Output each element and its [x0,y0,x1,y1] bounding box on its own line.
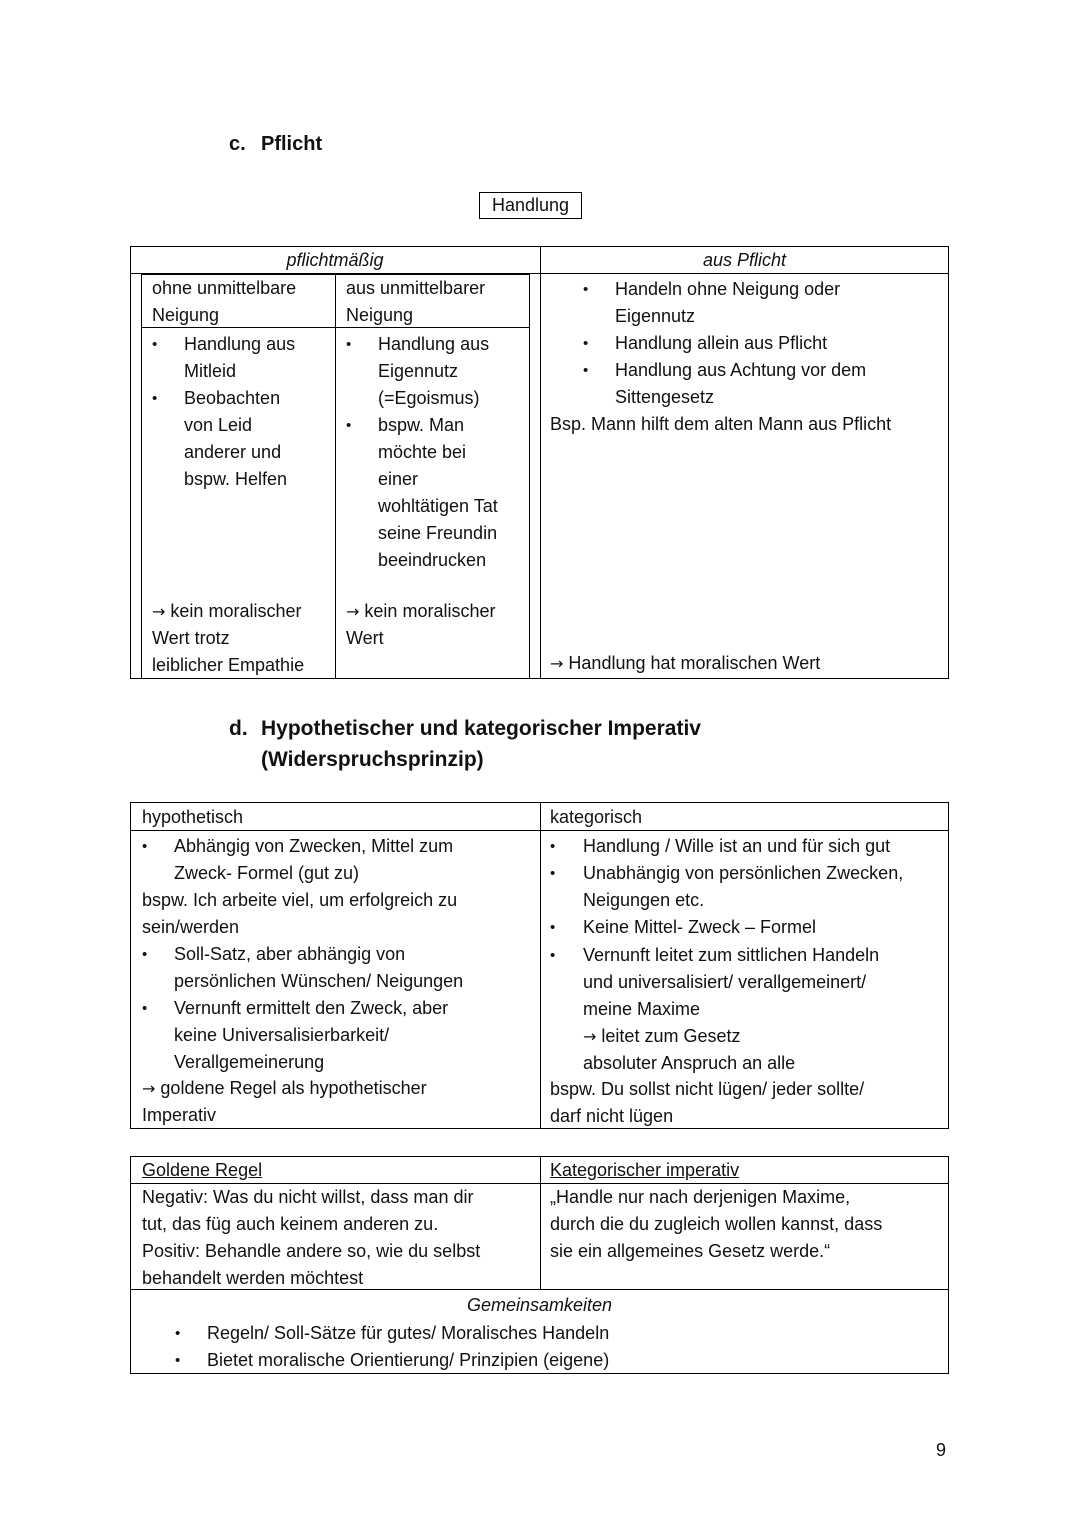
body-line: Negativ: Was du nicht willst, dass man dir [142,1187,474,1207]
list-item-line: beeindrucken [378,550,487,570]
hypothetisch-conclusion [142,1075,427,1129]
pflicht-column-divider [540,246,541,679]
list-item-line: Eigennutz [378,361,459,381]
ohne-neigung-header-line: ohne unmittelbare [152,278,297,298]
list-item-line: Unabhängig von persönlichen Zwecken, [583,863,904,883]
kategorisch-header: kategorisch [550,807,643,827]
list-item-line: Handeln ohne Neigung oder [615,279,841,299]
ohne-neigung-header-line: Neigung [152,305,220,325]
list-item-line: Vernunft ermittelt den Zweck, aber [174,998,449,1018]
aus-pflicht-conclusion [550,650,820,677]
section-d-heading [229,713,701,775]
bullet-icon: • [152,336,158,353]
list-item [583,914,816,941]
example-line: sein/werden [142,917,240,937]
list-item-line: möchte bei [378,442,467,462]
bullet-icon: • [346,336,352,353]
arrow-right-icon: → [550,654,564,673]
bullet-icon: • [346,417,352,434]
list-item-line: anderer und [184,442,282,462]
list-item [583,833,890,860]
bullet-icon: • [550,865,556,882]
list-item [615,330,827,357]
list-item-line: Soll-Satz, aber abhängig von [174,944,406,964]
kategorisch-example [550,1076,864,1130]
list-item-line: bspw. Man [378,415,465,435]
list-item-line: Mitleid [184,361,237,381]
body-line: behandelt werden möchtest [142,1268,364,1288]
list-item-line: Keine Mittel- Zweck – Formel [583,917,817,937]
list-item-line: Handlung allein aus Pflicht [615,333,828,353]
ohne-neigung-conclusion [152,598,304,679]
bullet-icon: • [142,1000,148,1017]
arrow-right-icon: → [583,1027,597,1046]
list-item-line: Handlung aus Achtung vor dem [615,360,867,380]
list-item-line: Handlung aus [378,334,490,354]
list-item-line: meine Maxime [583,999,701,1019]
aus-pflicht-example: Bsp. Mann hilft dem alten Mann aus Pflicht [550,414,892,434]
list-item [174,941,463,995]
list-item-line: wohltätigen Tat [378,496,498,516]
section-c-title: Pflicht [261,133,323,155]
example-line: bspw. Ich arbeite viel, um erfolgreich zu [142,890,458,910]
conclusion-line: Wert trotz [152,628,230,648]
list-item-line: bspw. Helfen [184,469,288,489]
section-c-label: c. [229,133,246,155]
conclusion-line: Imperativ [142,1105,217,1125]
goldene-regel-body [142,1184,480,1292]
list-item-line: von Leid [184,415,253,435]
body-line: Positiv: Behandle andere so, wie du selbst [142,1241,481,1261]
bullet-icon: • [175,1325,181,1342]
bullet-icon: • [550,838,556,855]
section-d-label: d. [229,717,248,740]
bullet-icon: • [550,947,556,964]
conclusion-line: Wert [346,628,384,648]
bullet-icon: • [583,281,589,298]
list-item [615,357,866,411]
list-item-line: Verallgemeinerung [174,1052,325,1072]
example-line: darf nicht lügen [550,1106,674,1126]
list-item-line: Handlung / Wille ist an und für sich gut [583,836,891,856]
list-item: Regeln/ Soll-Sätze für gutes/ Moralisches Handeln [207,1323,610,1343]
list-item [184,385,287,493]
list-item-line: Handlung aus [184,334,296,354]
aus-neigung-header-line: aus unmittelbarer [346,278,486,298]
list-item-line: keine Universalisierbarkeit/ [174,1025,390,1045]
imperativ-column-divider [540,802,541,1129]
bullet-icon: • [550,919,556,936]
handlung-box: Handlung [479,192,582,219]
conclusion-line: leiblicher Empathie [152,655,305,675]
list-item-line: Eigennutz [615,306,696,326]
list-item-line: und universalisiert/ verallgemeinert/ [583,972,867,992]
list-item-line: Sittengesetz [615,387,715,407]
aus-pflicht-header: aus Pflicht [702,250,787,270]
list-item-line: Beobachten [184,388,281,408]
section-c-heading [229,133,322,156]
regel-column-divider [540,1156,541,1290]
kategorischer-imperativ-header: Kategorischer imperativ [550,1160,740,1180]
list-item [174,833,453,887]
bullet-icon: • [142,946,148,963]
page-number: 9 [936,1440,947,1460]
conclusion-line: goldene Regel als hypothetischer [160,1078,427,1098]
list-item-line: persönlichen Wünschen/ Neigungen [174,971,464,991]
list-item-line: Neigungen etc. [583,890,705,910]
body-line: „Handle nur nach derjenigen Maxime, [550,1187,851,1207]
body-line: durch die du zugleich wollen kannst, dass [550,1214,883,1234]
body-line: sie ein allgemeines Gesetz werde.“ [550,1241,831,1261]
list-item-line: leitet zum Gesetz [601,1026,741,1046]
bullet-icon: • [142,838,148,855]
bullet-icon: • [175,1352,181,1369]
list-item-line: Vernunft leitet zum sittlichen Handeln [583,945,880,965]
goldene-regel-header: Goldene Regel [142,1160,263,1180]
list-item-line: Zweck- Formel (gut zu) [174,863,360,883]
arrow-right-icon: → [152,602,166,621]
conclusion-line: Handlung hat moralischen Wert [568,653,821,673]
arrow-right-icon: → [346,602,360,621]
pflichtmaessig-header: pflichtmäßig [286,250,384,270]
aus-neigung-header-line: Neigung [346,305,414,325]
section-d-subtitle: (Widerspruchsprinzip) [261,748,484,771]
kategorischer-imperativ-body [550,1184,882,1265]
list-item-line: (=Egoismus) [378,388,480,408]
bullet-icon: • [583,362,589,379]
ohne-neigung-header [152,275,296,329]
hypothetisch-example [142,887,457,941]
list-item-line: absoluter Anspruch an alle [583,1053,796,1073]
conclusion-line: kein moralischer [364,601,496,621]
conclusion-line: kein moralischer [170,601,302,621]
list-item [583,942,879,1077]
aus-neigung-conclusion [346,598,495,652]
arrow-right-icon: → [142,1079,156,1098]
bullet-icon: • [152,390,158,407]
aus-neigung-header [346,275,485,329]
gemeinsamkeiten-header: Gemeinsamkeiten [466,1295,613,1315]
list-item: Bietet moralische Orientierung/ Prinzipien (eigene) [207,1350,610,1370]
list-item [378,331,489,412]
inner-column-divider [335,274,336,679]
hypothetisch-header: hypothetisch [142,807,244,827]
list-item [583,860,903,914]
body-line: tut, das füg auch keinem anderen zu. [142,1214,439,1234]
list-item-line: Abhängig von Zwecken, Mittel zum [174,836,454,856]
example-line: bspw. Du sollst nicht lügen/ jeder sollte/ [550,1079,865,1099]
list-item [378,412,498,574]
list-item [174,995,448,1076]
bullet-icon: • [583,335,589,352]
list-item [615,276,840,330]
section-d-title: Hypothetischer und kategorischer Imperativ [261,717,701,740]
list-item-line: einer [378,469,419,489]
list-item-line: seine Freundin [378,523,498,543]
list-item [184,331,295,385]
